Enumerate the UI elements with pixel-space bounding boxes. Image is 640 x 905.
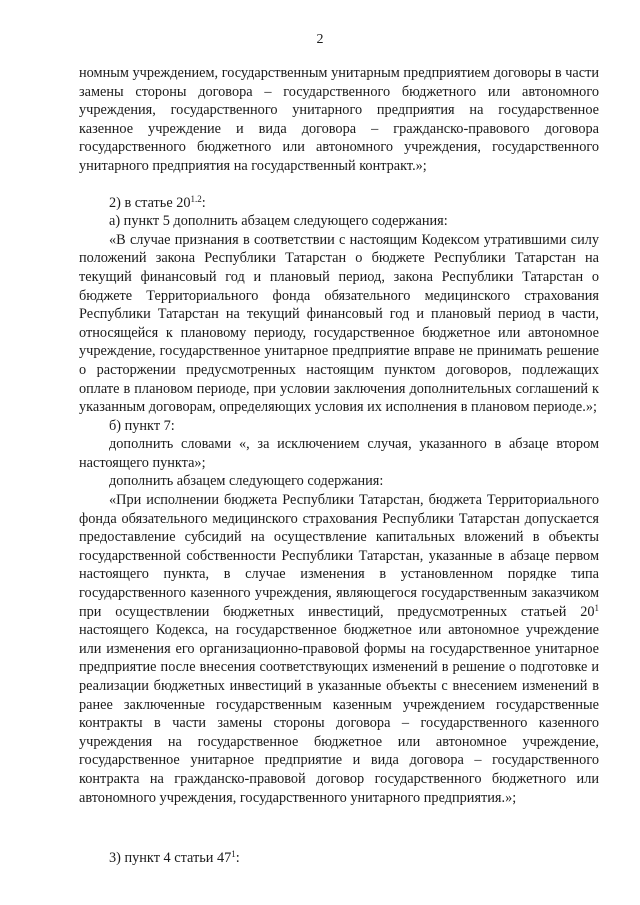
add-paragraph-heading: дополнить абзацем следующего содержания:	[109, 473, 384, 490]
quote-paragraph-2	[79, 491, 599, 807]
quote-paragraph-1: «В случае признания в соответствии с настоящим Кодексом утратившими силу положений закона Республики Татарстан о бюджете Республики Татарстан на текущий финансовый год и плановый период, закона Республики Татарстан о бюджете Территориального фонда обязательного медицинского страхования Республики Татарстан на текущий финансовый год и плановый период в части, относящейся к плановому периоду, государственное бюджетное или автономное учреждение, государственное унитарное предприятие вправе не принимать решение о расторжении предусмотренных настоящим пунктом договоров, подлежащих оплате в плановом периоде, при условии заключения дополнительных соглашений к указанным договорам, определяющих условия их исполнения в плановом периоде.»;	[79, 231, 599, 416]
item-2b: б) пункт 7:	[109, 417, 175, 434]
item-2-lead: 2) в статье 20	[109, 194, 191, 211]
item-2a: а) пункт 5 дополнить абзацем следующего содержания:	[109, 213, 448, 230]
item-2-tail: :	[201, 194, 206, 211]
quote-2-sup: 1	[594, 602, 599, 613]
item-3-heading	[79, 849, 599, 868]
add-words-paragraph: дополнить словами «, за исключением случая, указанного в абзаце втором настоящего пункта»;	[79, 436, 599, 471]
page-number: 2	[316, 32, 324, 47]
item-3-sup: 1	[231, 849, 236, 860]
quote-2-part-2: настоящего Кодекса, на государственное бюджетное или автономное учреждение или изменения его организационно-правовой формы на государственное унитарное предприятие после внесения соответствующих изменений в решение о подготовке и реализации бюджетных инвестиций в указанные объекты с внесением изменений в ранее заключенные государственным казенным учреждением государственные контракты в части замены стороны договора – государственного казенного учреждения на государственное бюджетное или автономное учреждение, государственное унитарное предприятие и вида договора – государственного контракта на гражданско-правовой договор государственного бюджетного или автономного учреждения, государственного унитарного предприятия.»;	[79, 622, 599, 806]
item-2-heading	[79, 194, 599, 213]
paragraph-continuation: номным учреждением, государственным унитарным предприятием договоры в части замены стороны договора – государственного бюджетного или автономного учреждения, государственного унитарного предприятия на государственное казенное учреждение и вида договора – гражданско-правового договора государственного бюджетного или автономного учреждения, государственного унитарного предприятия на государственный контракт.»;	[79, 65, 599, 174]
quote-2-part-1: «При исполнении бюджета Республики Татарстан, бюджета Территориального фонда обязательного медицинского страхования Республики Татарстан допускается предоставление субсидий на осуществление капитальных вложений в объекты государственной собственности Республики Татарстан, указанные в абзаце первом настоящего пункта, в случае изменения в установленном порядке типа государственного казенного учреждения, являющегося государственным заказчиком при осуществлении бюджетных инвестиций, предусмотренных статьей 20	[79, 492, 599, 620]
document-body	[79, 64, 599, 868]
item-2-sup: 1.2	[190, 193, 202, 204]
item-3-lead: 3) пункт 4 статьи 47	[109, 850, 232, 867]
item-3-tail: :	[235, 850, 240, 867]
